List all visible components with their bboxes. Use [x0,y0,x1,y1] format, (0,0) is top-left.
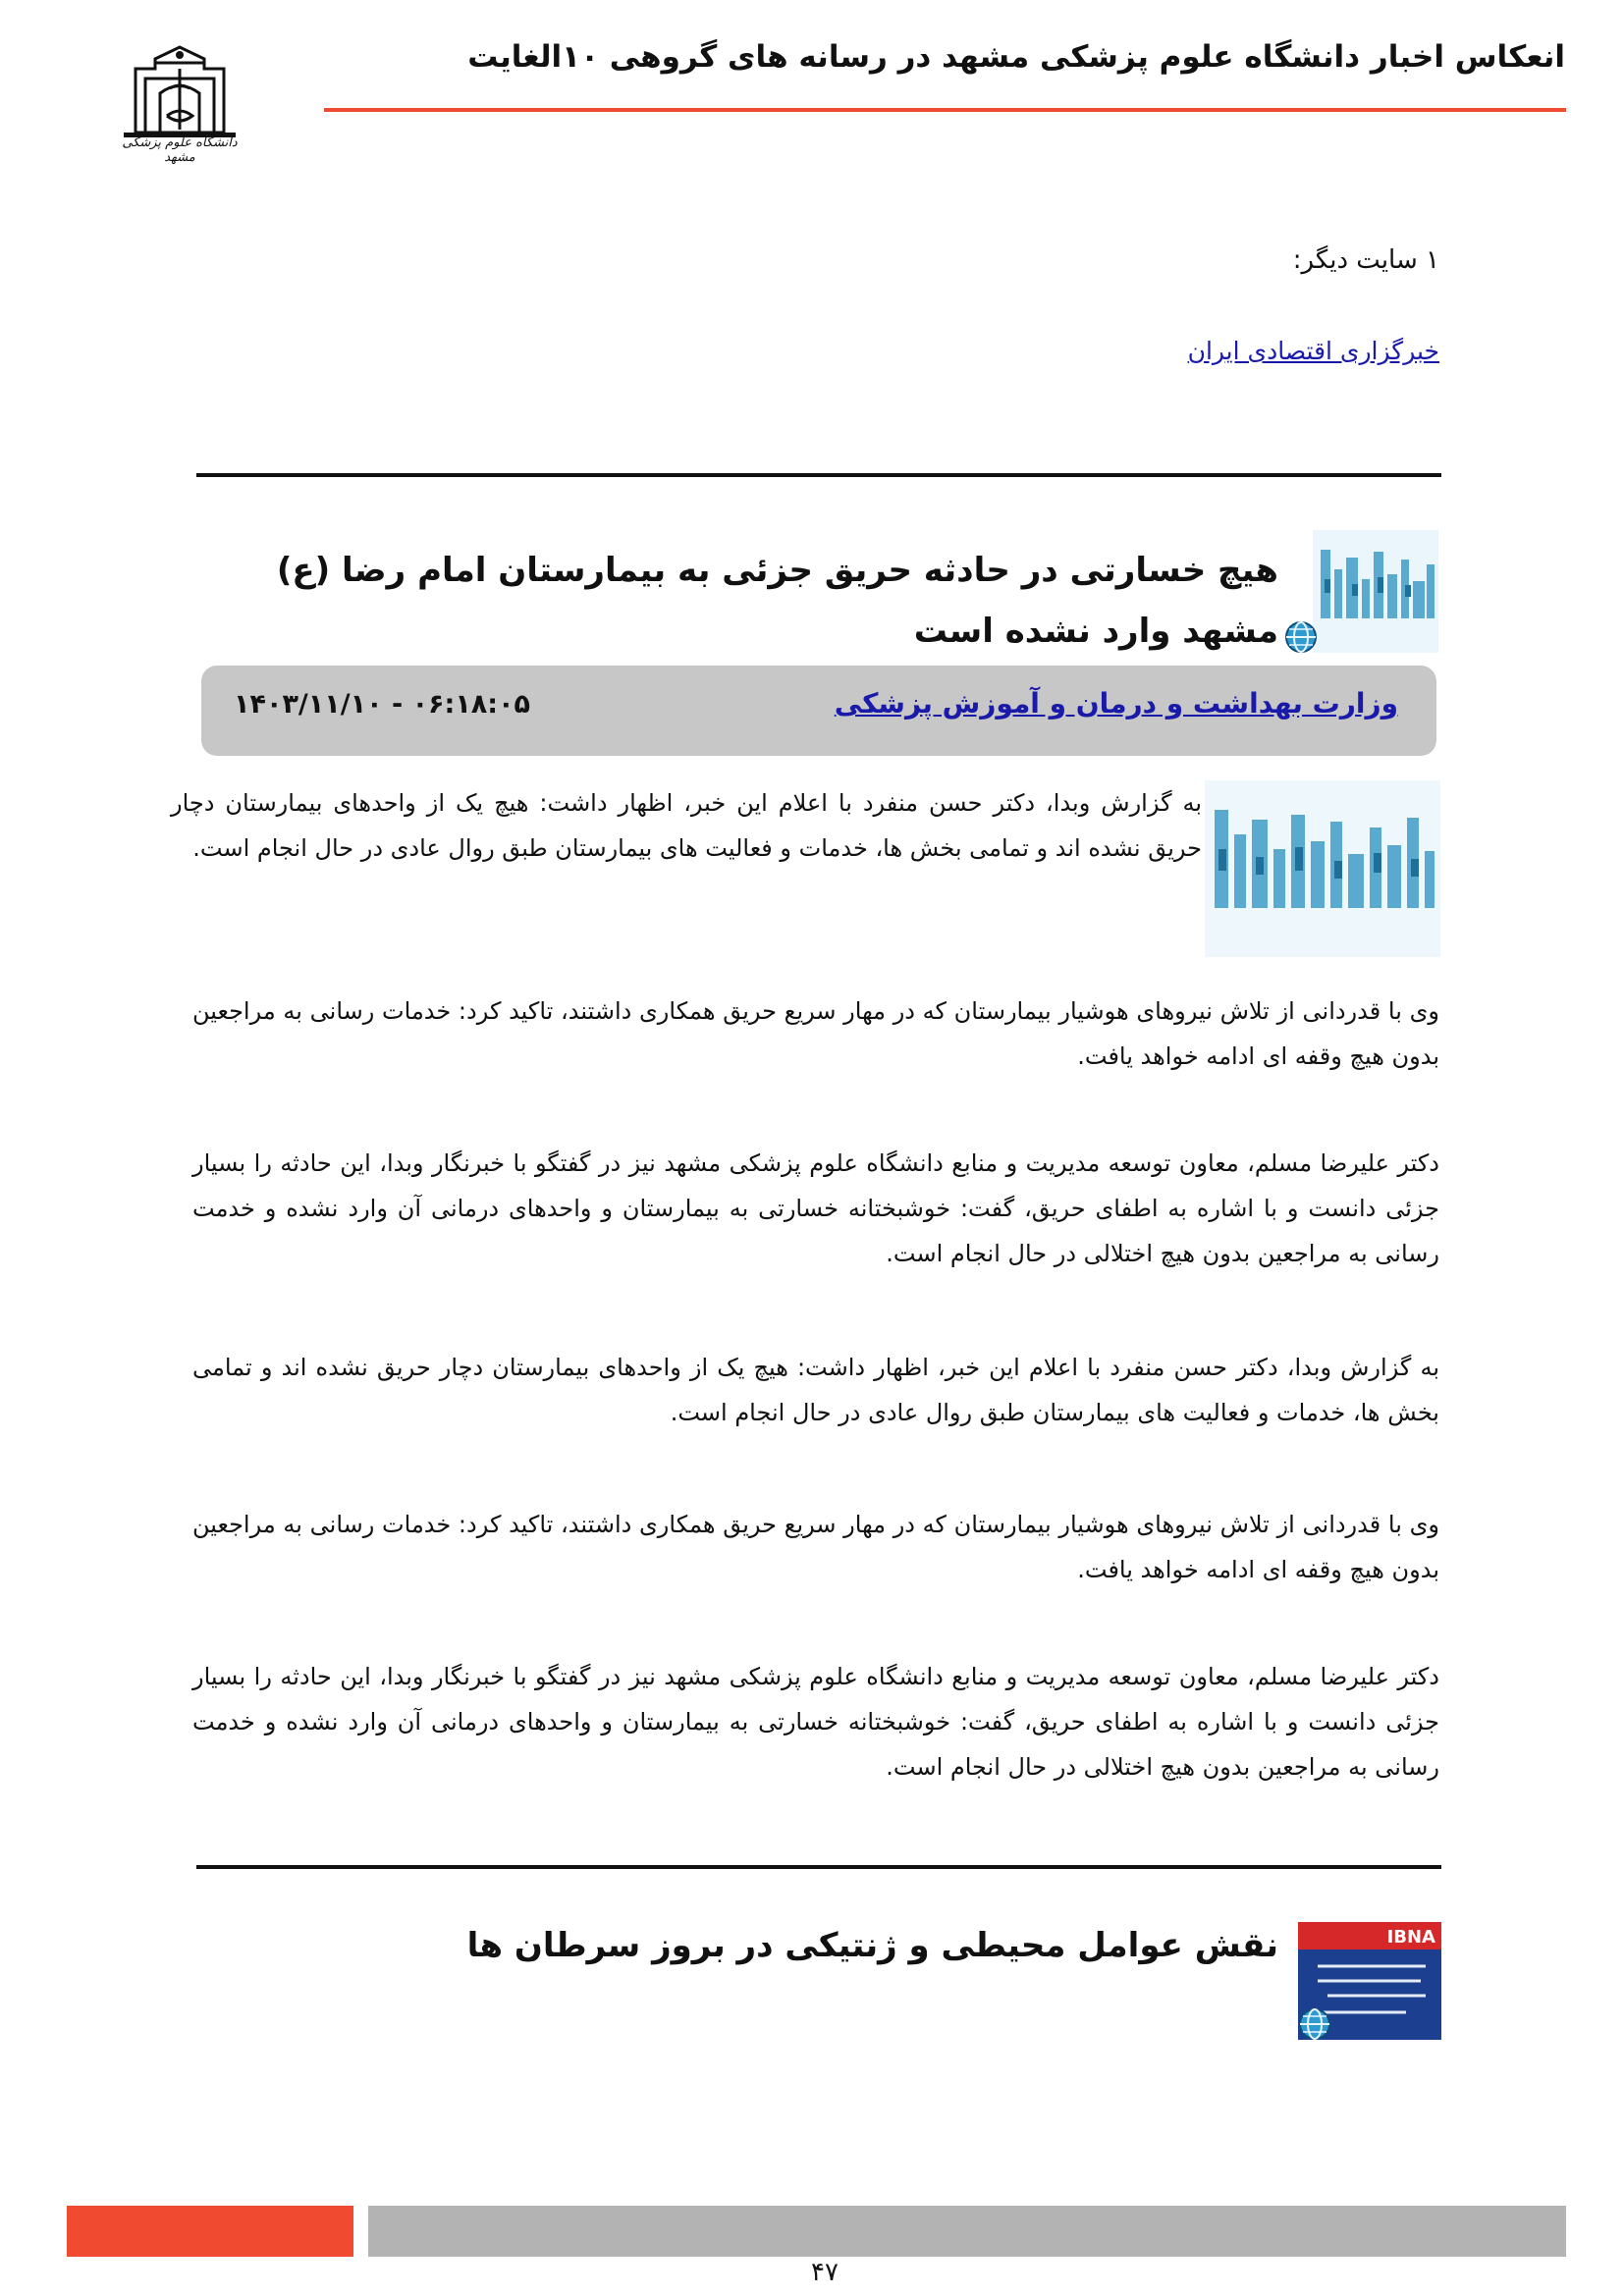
article-source-link[interactable]: وزارت بهداشت و درمان و آموزش پزشکی [834,687,1398,720]
footer-red-bar [67,2206,353,2257]
article-body-image [1205,780,1440,957]
article-lead-paragraph: به گزارش وبدا، دکتر حسن منفرد با اعلام این خبر، اظهار داشت: هیچ یک از واحدهای بیمارستان دچار حریق نشده اند و تمامی بخش ها، خدمات و فعالیت های بیمارستان طبق روال عادی در حال انجام است. [171,789,1202,862]
header-rule [324,108,1566,112]
article-title[interactable]: نقش عوامل محیطی و ژنتیکی در بروز سرطان ها [466,1926,1278,1965]
article-paragraph: وی با قدردانی از تلاش نیروهای هوشیار بیمارستان که در مهار سریع حریق همکاری داشتند، تاکید کرد: خدمات رسانی به مراجعین بدون هیچ وقفه ای ادامه خواهد یافت. [192,997,1439,1070]
article-thumbnail [1313,530,1438,653]
article-date: ۱۴۰۳/۱۱/۱۰ - ۰۶:۱۸:۰۵ [234,689,531,720]
other-site-link[interactable]: خبرگزاری اقتصادی ایران [1187,337,1439,365]
page-number: ۴۷ [811,2258,839,2287]
logo-caption: دانشگاه علوم پزشکی مشهد [122,135,238,165]
article-paragraph: دکتر علیرضا مسلم، معاون توسعه مدیریت و منابع دانشگاه علوم پزشکی مشهد نیز در گفتگو با خبرنگار وبدا، این حادثه را بسیار جزئی دانست و با اشاره به اطفای حریق، گفت: خوشبختانه خسارتی به بیمارستان و واحدهای درمانی آن وارد نشده و خدمت رسانی به مراجعین بدون هیچ اختلالی در حال انجام است. [192,1663,1439,1781]
globe-icon[interactable] [1284,620,1318,654]
article-paragraph: وی با قدردانی از تلاش نیروهای هوشیار بیمارستان که در مهار سریع حریق همکاری داشتند، تاکید کرد: خدمات رسانی به مراجعین بدون هیچ وقفه ای ادامه خواهد یافت. [192,1511,1439,1583]
section-divider [196,1865,1441,1869]
globe-icon[interactable] [1298,2007,1331,2041]
ibna-thumbnail-label: IBNA [1386,1927,1435,1948]
other-sites-label: ۱ سایت دیگر: [1292,245,1439,275]
footer-gray-bar [368,2206,1566,2257]
section-divider [196,473,1441,477]
article-paragraph: دکتر علیرضا مسلم، معاون توسعه مدیریت و منابع دانشگاه علوم پزشکی مشهد نیز در گفتگو با خبرنگار وبدا، این حادثه را بسیار جزئی دانست و با اشاره به اطفای حریق، گفت: خوشبختانه خسارتی به بیمارستان و واحدهای درمانی آن وارد نشده و خدمت رسانی به مراجعین بدون هیچ اختلالی در حال انجام است. [192,1149,1439,1267]
article-paragraph: به گزارش وبدا، دکتر حسن منفرد با اعلام این خبر، اظهار داشت: هیچ یک از واحدهای بیمارستان دچار حریق نشده اند و تمامی بخش ها، خدمات و فعالیت های بیمارستان طبق روال عادی در حال انجام است. [192,1354,1439,1426]
article-title[interactable]: هیچ خسارتی در حادثه حریق جزئی به بیمارستان امام رضا (ع) مشهد وارد نشده است [276,551,1278,651]
page-header-title: انعکاس اخبار دانشگاه علوم پزشکی مشهد در رسانه های گروهی ۱۰الغایت [467,39,1565,75]
